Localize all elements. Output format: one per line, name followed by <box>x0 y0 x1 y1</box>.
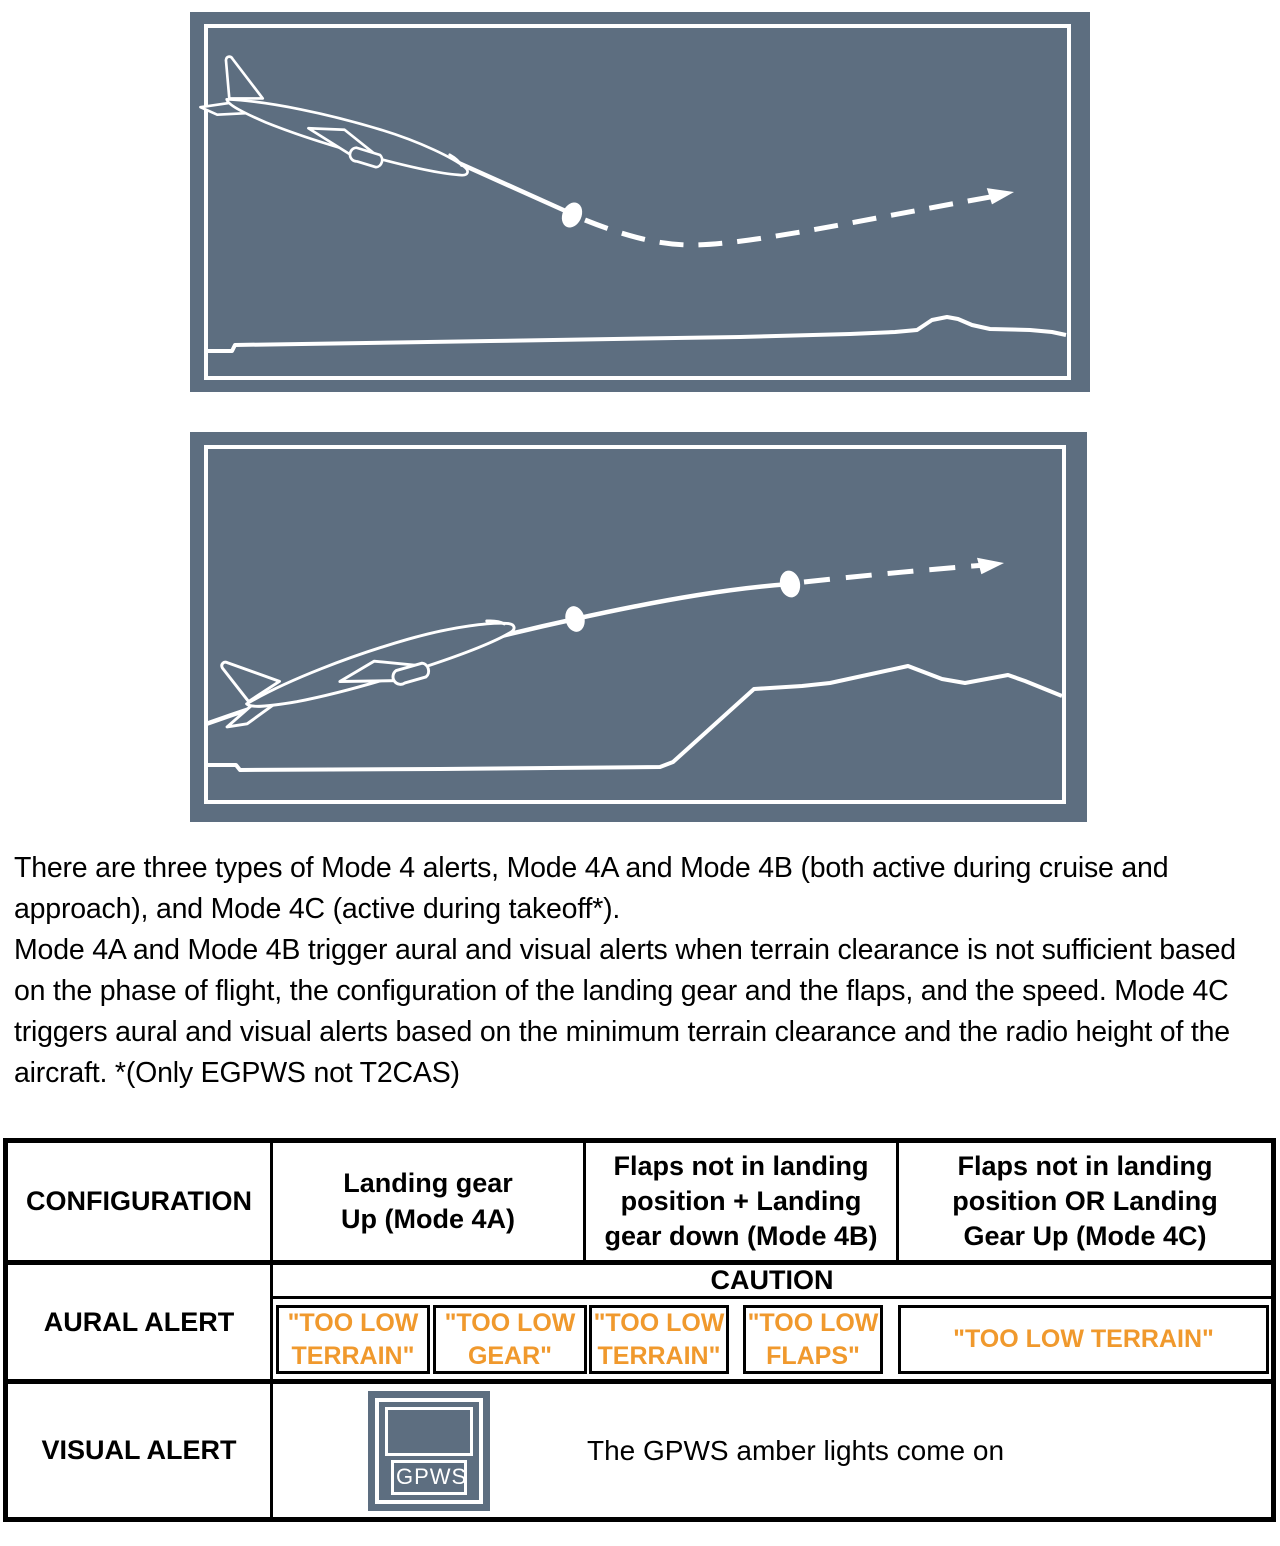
table-row-aural-alert <box>8 1265 1271 1384</box>
airplane-descending <box>199 53 480 194</box>
visual-alert-description: The GPWS amber lights come on <box>587 1434 1005 1466</box>
aural-alert-too-low-gear: "TOO LOW GEAR" <box>433 1305 587 1374</box>
waypoint-dot <box>558 199 586 230</box>
airplane-climbing <box>210 583 521 734</box>
waypoint-dot-1 <box>563 604 588 634</box>
caution-cell: CAUTION <box>273 1265 1271 1299</box>
figure-mode4-descent <box>190 12 1090 392</box>
figure-mode4-climb <box>190 432 1087 822</box>
mode4-climb-drawing <box>190 432 1087 822</box>
body-text <box>14 848 1274 1094</box>
figure-frame <box>206 447 1064 802</box>
paragraph-mode4-behavior: Mode 4A and Mode 4B trigger aural and visual alerts when terrain clearance is not sufficient based on the phase of flight, the configuration of the landing gear and the flaps, and the speed. Mode 4C triggers aural and visual alerts based on the minimum terrain clearance and the radio height of the aircraft. *(Only EGPWS not T2CAS) <box>14 934 1236 1089</box>
aural-alert-content <box>273 1265 1271 1379</box>
flight-path-solid <box>452 160 570 213</box>
document-page <box>0 12 1280 1522</box>
mode4a-header-cell: Landing gear Up (Mode 4A) <box>273 1143 586 1260</box>
aural-alert-too-low-terrain-4a: "TOO LOW TERRAIN" <box>276 1305 430 1374</box>
visual-alert-label: VISUAL ALERT <box>8 1384 273 1517</box>
mode4c-header-cell: Flaps not in landing position OR Landing Gear Up (Mode 4C) <box>952 1150 1218 1252</box>
aural-alert-too-low-flaps: "TOO LOW FLAPS" <box>743 1305 883 1374</box>
mode4b-header-cell: Flaps not in landing position + Landing gear down (Mode 4B) <box>586 1143 899 1260</box>
paragraph-mode4-types: There are three types of Mode 4 alerts, Mode 4A and Mode 4B (both active during cruise and approach), and Mode 4C (active during takeoff*). <box>14 852 1169 925</box>
gpws-button-icon <box>368 1391 490 1511</box>
figure-frame <box>206 26 1069 378</box>
waypoint-dot-2 <box>777 569 802 600</box>
gpws-button-label: GPWS <box>391 1460 467 1495</box>
arrowhead-icon <box>987 183 1016 205</box>
terrain-profile <box>206 317 1066 351</box>
arrowhead-icon <box>977 554 1005 574</box>
aural-alert-too-low-terrain-4b: "TOO LOW TERRAIN" <box>589 1305 729 1374</box>
table-row-configuration <box>8 1143 1271 1265</box>
mode4-descent-drawing <box>190 12 1090 392</box>
mode4-alert-table <box>3 1138 1276 1522</box>
aural-alert-strip <box>273 1299 1271 1379</box>
visual-alert-content <box>273 1384 1271 1517</box>
aural-alert-too-low-terrain-4c: "TOO LOW TERRAIN" <box>898 1305 1269 1374</box>
flight-path-dashed <box>585 195 1002 245</box>
gpws-button-ring <box>375 1398 483 1504</box>
flight-path-dashed <box>804 565 986 582</box>
table-row-visual-alert <box>8 1384 1271 1517</box>
gpws-button-lamp <box>385 1407 473 1456</box>
configuration-header-cell: CONFIGURATION <box>8 1143 273 1260</box>
aural-alert-label: AURAL ALERT <box>8 1265 273 1379</box>
